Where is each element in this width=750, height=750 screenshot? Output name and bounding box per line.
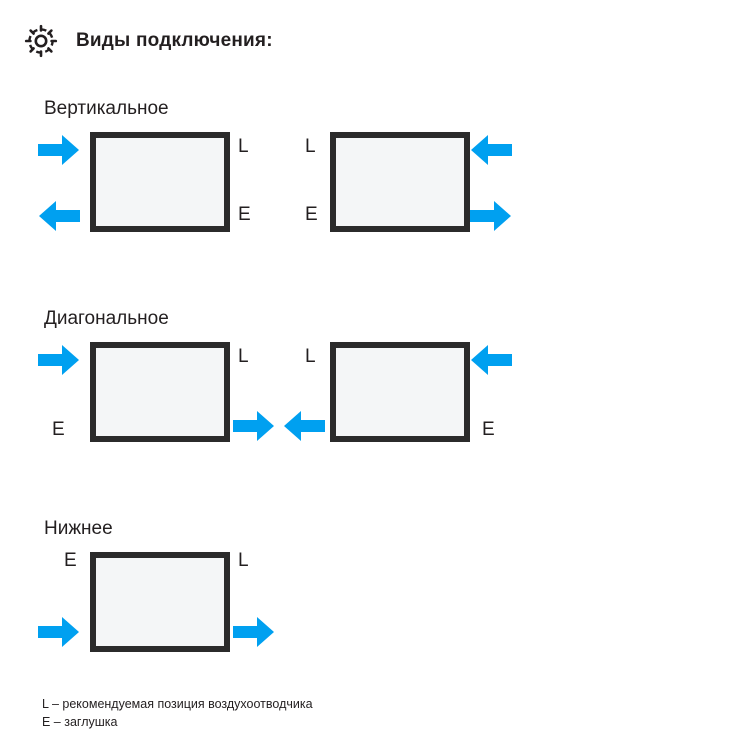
radiator-vertical-left: [90, 132, 230, 232]
radiator-vertical-right: [330, 132, 470, 232]
page-title: Виды подключения:: [76, 30, 273, 51]
radiator-diagonal-left: [90, 342, 230, 442]
arrow-left-icon: [38, 200, 80, 232]
page-header: [24, 24, 273, 58]
arrow-left-icon: [283, 410, 325, 442]
label-bottom-right: L: [238, 550, 249, 571]
arrow-right-icon: [233, 616, 275, 648]
label-diagonal-left-bottom: E: [52, 419, 65, 440]
radiator-bottom: [90, 552, 230, 652]
label-bottom-left: E: [64, 550, 77, 571]
arrow-right-icon: [233, 410, 275, 442]
gear-icon: [24, 24, 58, 58]
arrow-right-icon: [38, 344, 80, 376]
label-diagonal-right-bottom: E: [482, 419, 495, 440]
footnote-e: E – заглушка: [42, 715, 118, 729]
label-vertical-left-top: L: [238, 136, 249, 157]
arrow-right-icon: [38, 134, 80, 166]
arrow-right-icon: [470, 200, 512, 232]
label-vertical-right-bottom: E: [305, 204, 318, 225]
label-diagonal-left-top: L: [238, 346, 249, 367]
label-diagonal-right-top: L: [305, 346, 316, 367]
section-title-vertical: Вертикальное: [44, 98, 169, 119]
section-title-diagonal: Диагональное: [44, 308, 169, 329]
section-title-bottom: Нижнее: [44, 518, 113, 539]
footnote-l: L – рекомендуемая позиция воздухоотводчика: [42, 697, 313, 711]
radiator-diagonal-right: [330, 342, 470, 442]
label-vertical-left-bottom: E: [238, 204, 251, 225]
arrow-right-icon: [38, 616, 80, 648]
arrow-left-icon: [470, 344, 512, 376]
arrow-left-icon: [470, 134, 512, 166]
label-vertical-right-top: L: [305, 136, 316, 157]
